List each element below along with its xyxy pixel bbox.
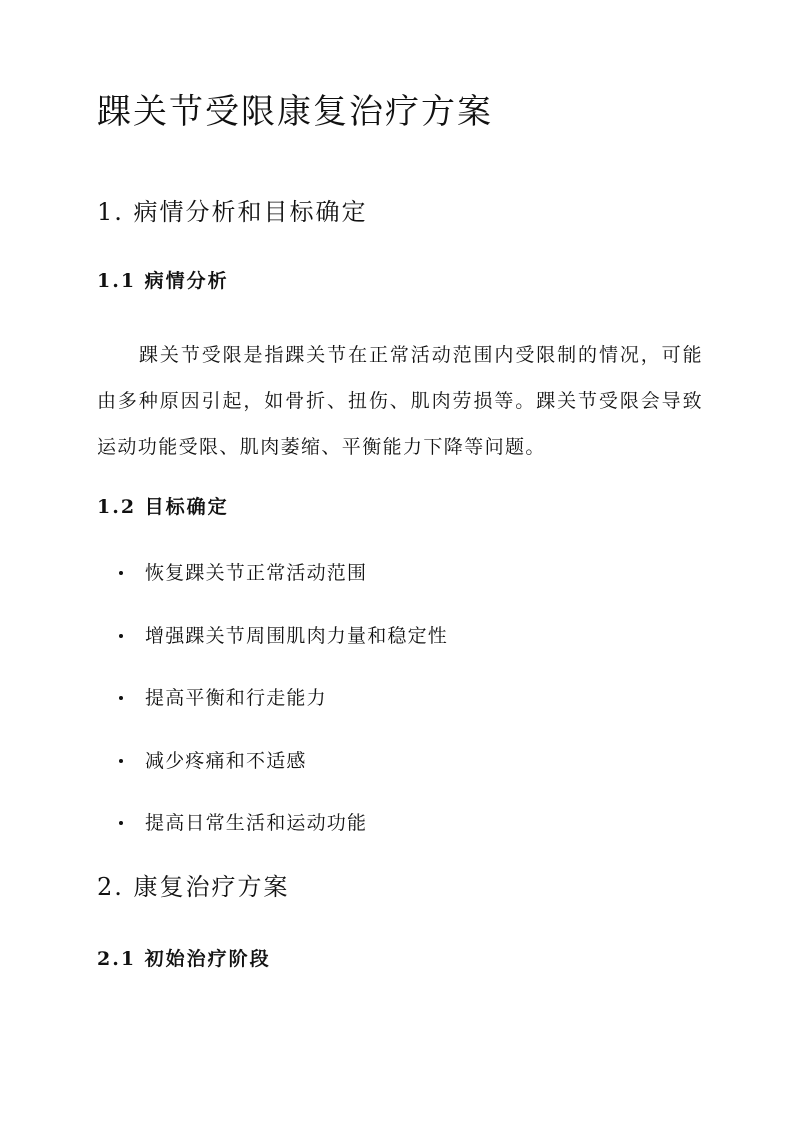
- list-item: [115, 621, 448, 684]
- bullet-icon: [119, 634, 123, 638]
- bullet-icon: [119, 821, 123, 825]
- bullet-icon: [119, 696, 123, 700]
- section-heading-1: 1. 病情分析和目标确定: [97, 198, 368, 226]
- list-item-text: 提高日常生活和运动功能: [145, 812, 368, 834]
- goals-list: [115, 558, 448, 871]
- subsection-heading-1-2: 1.2 目标确定: [97, 496, 229, 518]
- list-item: [115, 746, 448, 809]
- list-item-text: 恢复踝关节正常活动范围: [145, 562, 368, 584]
- document-title: 踝关节受限康复治疗方案: [97, 92, 493, 132]
- list-item-text: 提高平衡和行走能力: [145, 687, 327, 709]
- bullet-icon: [119, 759, 123, 763]
- subsection-heading-2-1: 2.1 初始治疗阶段: [97, 948, 271, 970]
- section-heading-2: 2. 康复治疗方案: [97, 873, 290, 901]
- list-item-text: 增强踝关节周围肌肉力量和稳定性: [145, 624, 449, 647]
- bullet-icon: [119, 571, 123, 575]
- list-item: [115, 683, 448, 746]
- list-item: [115, 808, 448, 871]
- list-item-text: 减少疼痛和不适感: [145, 749, 307, 772]
- subsection-heading-1-1: 1.1 病情分析: [97, 270, 229, 292]
- condition-analysis-paragraph: 踝关节受限是指踝关节在正常活动范围内受限制的情况，可能由多种原因引起，如骨折、扭伤、肌肉劳损等。踝关节受限会导致运动功能受限、肌肉萎缩、平衡能力下降等问题。: [97, 344, 703, 458]
- list-item: [115, 558, 448, 621]
